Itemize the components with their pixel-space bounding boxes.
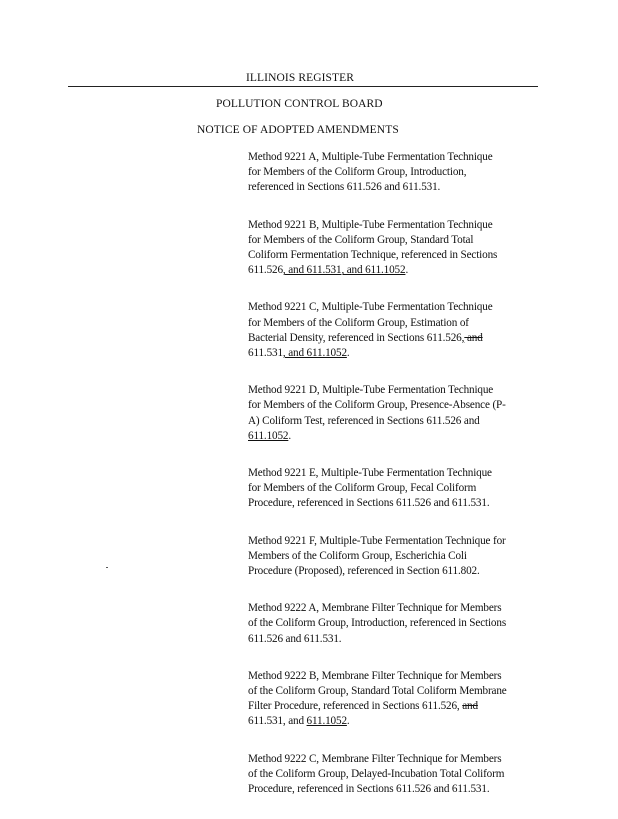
entry-line: [248, 429, 538, 444]
entry-text: 611.526: [248, 264, 283, 277]
board-title: POLLUTION CONTROL BOARD: [216, 98, 383, 110]
method-entry-9222c: [248, 752, 538, 798]
entry-line: Method 9221 D, Multiple-Tube Fermentation Technique: [248, 384, 494, 397]
entry-text: .: [346, 715, 350, 728]
notice-title: NOTICE OF ADOPTED AMENDMENTS: [197, 124, 399, 136]
method-entry-9221a: [248, 150, 538, 196]
entry-line: Procedure (Proposed), referenced in Section 611.802.: [248, 565, 480, 578]
method-entry-9221f: [248, 534, 538, 580]
entry-line: Method 9222 B, Membrane Filter Technique for Members: [248, 669, 502, 682]
entry-line: Method 9222 A, Membrane Filter Technique for Members: [248, 602, 502, 615]
entry-line: Members of the Coliform Group, Escherichia Coli: [248, 549, 467, 562]
entry-text: .: [288, 429, 291, 442]
entry-text: 611.531: [248, 347, 283, 360]
deleted-text: and: [462, 700, 478, 713]
entry-line: Method 9221 F, Multiple-Tube Fermentation Technique for: [248, 534, 506, 547]
entry-line: [248, 699, 538, 714]
entry-line: Procedure, referenced in Sections 611.526 and 611.531.: [248, 783, 490, 796]
entry-line: of the Coliform Group, Introduction, referenced in Sections: [248, 617, 507, 630]
entry-text: Filter Procedure, referenced in Sections 611.526,: [248, 700, 463, 713]
entry-line: [248, 263, 538, 278]
entry-line: 611.526 and 611.531.: [248, 632, 342, 645]
inserted-text: 611.1052: [306, 715, 347, 728]
entry-text: .: [346, 347, 350, 360]
deleted-text: and: [464, 331, 483, 344]
entry-line: for Members of the Coliform Group, Presence-Absence (P-: [248, 399, 506, 412]
method-entry-9221b: [248, 218, 538, 279]
inserted-text: ,: [461, 331, 465, 344]
entry-text: 611.531, and: [248, 715, 307, 728]
entry-line: [248, 331, 538, 346]
entry-line: [248, 346, 538, 361]
entry-line: of the Coliform Group, Delayed-Incubation Total Coliform: [248, 767, 505, 780]
entry-line: of the Coliform Group, Standard Total Coliform Membrane: [248, 685, 507, 698]
inserted-text: , and 611.1052: [341, 264, 406, 277]
method-entry-9222a: [248, 601, 538, 647]
entry-line: A) Coliform Test, referenced in Sections 611.526 and: [248, 414, 480, 427]
register-title: ILLINOIS REGISTER: [246, 72, 355, 84]
method-entry-9222b: [248, 669, 538, 730]
method-entry-9221e: [248, 466, 538, 512]
entry-line: Procedure, referenced in Sections 611.526 and 611.531.: [248, 497, 490, 510]
stray-mark: [106, 567, 108, 568]
entry-line: Method 9221 E, Multiple-Tube Fermentation Technique: [248, 467, 492, 480]
header-rule: [68, 86, 538, 87]
inserted-text: , and 611.531: [282, 264, 342, 277]
entry-line: for Members of the Coliform Group, Estimation of: [248, 316, 469, 329]
entry-line: Coliform Fermentation Technique, referenced in Sections: [248, 249, 498, 262]
entry-line: referenced in Sections 611.526 and 611.531.: [248, 181, 441, 194]
inserted-text: , and 611.1052: [282, 347, 347, 360]
inserted-text: 611.1052: [248, 429, 289, 442]
method-list: [248, 150, 538, 819]
entry-text: Bacterial Density, referenced in Sections 611.526: [248, 331, 462, 344]
entry-line: for Members of the Coliform Group, Introduction,: [248, 166, 467, 179]
entry-line: Method 9221 A, Multiple-Tube Fermentation Technique: [248, 151, 493, 163]
entry-text: .: [405, 264, 409, 277]
entry-line: Method 9222 C, Membrane Filter Technique for Members: [248, 752, 502, 765]
entry-line: [248, 714, 538, 729]
entry-line: for Members of the Coliform Group, Fecal Coliform: [248, 482, 477, 495]
entry-line: for Members of the Coliform Group, Standard Total: [248, 233, 474, 246]
method-entry-9221c: [248, 300, 538, 361]
entry-line: Method 9221 C, Multiple-Tube Fermentation Technique: [248, 301, 493, 314]
method-entry-9221d: [248, 383, 538, 444]
entry-line: Method 9221 B, Multiple-Tube Fermentation Technique: [248, 218, 493, 231]
